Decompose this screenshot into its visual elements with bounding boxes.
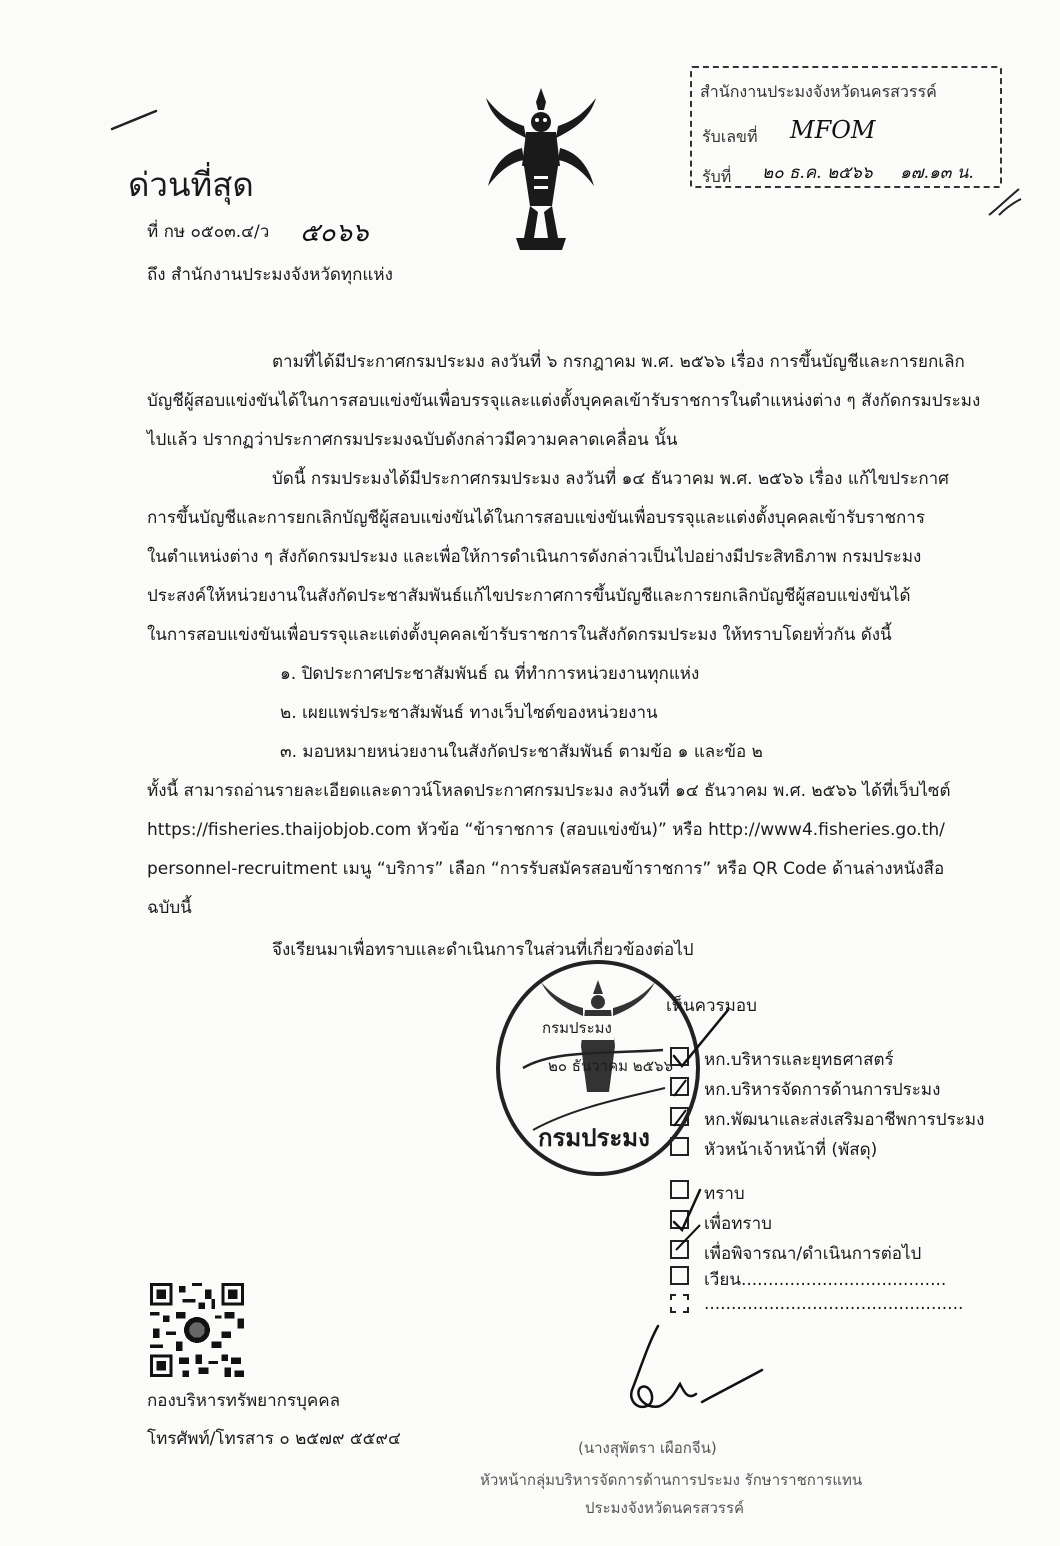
- receipt-date-value: ๒๐ ธ.ค. ๒๕๖๖: [762, 163, 873, 183]
- receipt-date-label: รับที่: [702, 167, 732, 186]
- action-checkbox-4[interactable]: [670, 1266, 689, 1285]
- signatory-title-2: ประมงจังหวัดนครสวรรค์: [585, 1499, 745, 1517]
- garuda-emblem-icon: [486, 88, 596, 250]
- receipt-stamp-office: สำนักงานประมงจังหวัดนครสวรรค์: [700, 82, 937, 101]
- list-item-1: ๑. ปิดประกาศประชาสัมพันธ์ ณ ที่ทำการหน่วยงานทุกแห่ง: [280, 664, 700, 684]
- dept-stamp-bottom-text: กรมประมง: [538, 1124, 650, 1152]
- paragraph-2-line-5: ในการสอบแข่งขันเพื่อบรรจุและแต่งตั้งบุคคลเข้ารับราชการในสังกัดกรมประมง ให้ทราบโดยทั่วกัน ดังนี้: [147, 625, 892, 645]
- action-label-4: เวียน......................................: [704, 1270, 947, 1290]
- receipt-number-value: MFOM: [790, 116, 876, 144]
- doc-number-label: ที่ กษ ๐๕๐๓.๔/ว: [147, 222, 270, 242]
- paragraph-3-line-1: ทั้งนี้ สามารถอ่านรายละเอียดและดาวน์โหลดประกาศกรมประมง ลงวันที่ ๑๔ ธันวาคม พ.ศ. ๒๕๖๖ ได้ที่เว็บไซต์: [147, 781, 951, 801]
- signatory-name: (นางสุพัตรา เผือกจีน): [578, 1439, 717, 1457]
- signatory-title-1: หัวหน้ากลุ่มบริหารจัดการด้านการประมง รักษาราชการแทน: [480, 1471, 863, 1489]
- paragraph-2-line-4: ประสงค์ให้หน่วยงานในสังกัดประชาสัมพันธ์แก้ไขประกาศการขึ้นบัญชีและการยกเลิกบัญชีผู้สอบแข่งขันได้: [147, 586, 911, 606]
- routing-title: เห็นควรมอบ: [666, 996, 757, 1016]
- action-label-3: เพื่อพิจารณา/ดำเนินการต่อไป: [704, 1244, 922, 1264]
- pen-mark: [110, 105, 160, 135]
- paragraph-3-line-4: ฉบับนี้: [147, 898, 192, 918]
- footer-phone: โทรศัพท์/โทรสาร ๐ ๒๕๗๙ ๕๕๙๔: [147, 1429, 401, 1449]
- receipt-time-value: ๑๗.๑๓ น.: [900, 163, 974, 183]
- initials-mark: [985, 185, 1025, 219]
- list-item-2: ๒. เผยแพร่ประชาสัมพันธ์ ทางเว็บไซต์ของหน่วยงาน: [280, 703, 658, 723]
- receipt-number-label: รับเลขที่: [702, 127, 758, 146]
- action-checkbox-5[interactable]: [670, 1294, 689, 1313]
- action-label-1: ทราบ: [704, 1184, 745, 1204]
- signature: [610, 1320, 770, 1430]
- doc-number-value: ๕๐๖๖: [300, 218, 369, 248]
- closing-line: จึงเรียนมาเพื่อทราบและดำเนินการในส่วนที่เกี่ยวข้องต่อไป: [272, 940, 694, 960]
- urgency-label: ด่วนที่สุด: [128, 165, 254, 204]
- qr-code[interactable]: [150, 1283, 244, 1377]
- recipient-line: ถึง สำนักงานประมงจังหวัดทุกแห่ง: [147, 265, 393, 285]
- option-label-2: หก.บริหารจัดการด้านการประมง: [704, 1080, 941, 1100]
- paragraph-1-line-3: ไปแล้ว ปรากฏว่าประกาศกรมประมงฉบับดังกล่าวมีความคลาดเคลื่อน นั้น: [147, 430, 678, 450]
- footer-division: กองบริหารทรัพยากรบุคคล: [147, 1391, 341, 1411]
- action-label-2: เพื่อทราบ: [704, 1214, 772, 1234]
- dept-stamp-date: ๒๐ ธันวาคม ๒๕๖๖: [548, 1057, 674, 1075]
- paragraph-3-line-2: https://fisheries.thaijobjob.com หัวข้อ “ข้าราชการ (สอบแข่งขัน)” หรือ http://www4.fisheries.go.th/: [147, 820, 945, 840]
- dept-stamp-top-text: กรมประมง: [540, 1016, 614, 1040]
- paragraph-1-line-2: บัญชีผู้สอบแข่งขันได้ในการสอบแข่งขันเพื่อบรรจุและแต่งตั้งบุคคลเข้ารับราชการในตำแหน่งต่าง ๆ สังกัดกรมประมง: [147, 391, 981, 411]
- option-label-3: หก.พัฒนาและส่งเสริมอาชีพการประมง: [704, 1110, 985, 1130]
- paragraph-2-line-3: ในตำแหน่งต่าง ๆ สังกัดกรมประมง และเพื่อให้การดำเนินการดังกล่าวเป็นไปอย่างมีประสิทธิภาพ กรมประมง: [147, 547, 922, 567]
- option-label-4: หัวหน้าเจ้าหน้าที่ (พัสดุ): [704, 1140, 878, 1160]
- paragraph-2-line-2: การขึ้นบัญชีและการยกเลิกบัญชีผู้สอบแข่งขันได้ในการสอบแข่งขันเพื่อบรรจุและแต่งตั้งบุคคลเข้ารับราชการ: [147, 508, 925, 528]
- paragraph-3-line-3: personnel-recruitment เมนู “บริการ” เลือก “การรับสมัครสอบข้าราชการ” หรือ QR Code ด้านล่างหนังสือ: [147, 859, 945, 879]
- check-marks: [660, 1000, 750, 1260]
- paragraph-2-line-1: บัดนี้ กรมประมงได้มีประกาศกรมประมง ลงวันที่ ๑๔ ธันวาคม พ.ศ. ๒๕๖๖ เรื่อง แก้ไขประกาศ: [272, 469, 949, 489]
- option-label-1: หก.บริหารและยุทธศาสตร์: [704, 1050, 894, 1070]
- paragraph-1-line-1: ตามที่ได้มีประกาศกรมประมง ลงวันที่ ๖ กรกฎาคม พ.ศ. ๒๕๖๖ เรื่อง การขึ้นบัญชีและการยกเลิก: [272, 352, 965, 372]
- list-item-3: ๓. มอบหมายหน่วยงานในสังกัดประชาสัมพันธ์ ตามข้อ ๑ และข้อ ๒: [280, 742, 763, 762]
- action-label-5: ................................................: [704, 1294, 964, 1314]
